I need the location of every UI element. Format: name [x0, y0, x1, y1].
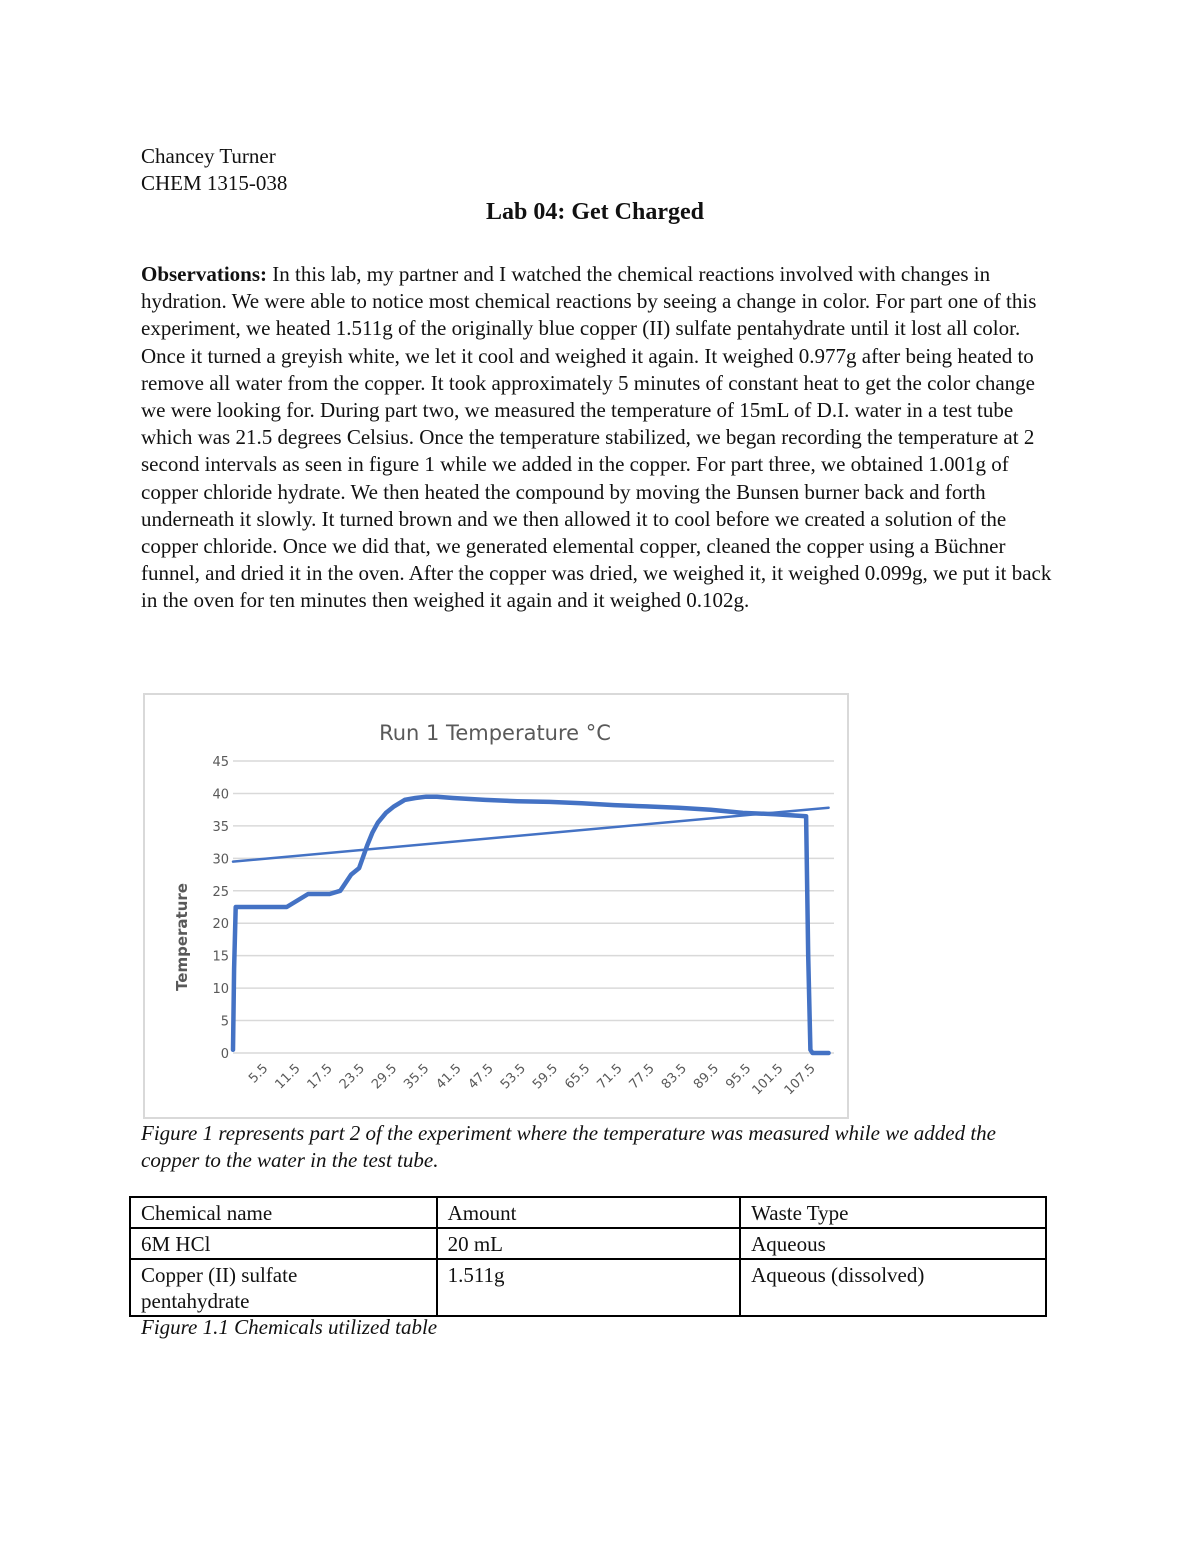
y-tick-label: 40 — [212, 787, 229, 803]
chemicals-table — [129, 1196, 1047, 1317]
x-tick-label: 89.5 — [691, 1061, 723, 1093]
figure-caption: Figure 1 represents part 2 of the experiment where the temperature was measured while we added the copper to the water in the test tube. — [141, 1121, 997, 1172]
table-header-cell: Amount — [437, 1197, 741, 1228]
table-header-row — [130, 1197, 1046, 1228]
y-axis-ticks — [212, 755, 229, 1062]
y-tick-label: 45 — [212, 755, 229, 770]
chart-svg — [145, 695, 847, 1117]
chart-title: Run 1 Temperature °C — [379, 721, 611, 745]
x-tick-label: 47.5 — [465, 1061, 497, 1093]
y-tick-label: 10 — [212, 982, 229, 998]
table-row — [130, 1228, 1046, 1259]
page-title: Lab 04: Get Charged — [486, 199, 704, 225]
y-tick-label: 20 — [212, 917, 229, 933]
table-cell: 1.511g — [437, 1259, 741, 1316]
x-tick-label: 95.5 — [723, 1061, 755, 1093]
x-tick-label: 53.5 — [497, 1061, 529, 1093]
x-tick-label: 101.5 — [749, 1061, 787, 1099]
y-tick-label: 30 — [212, 852, 229, 868]
x-tick-label: 107.5 — [781, 1061, 819, 1099]
x-tick-label: 17.5 — [304, 1061, 336, 1093]
trendline — [233, 808, 829, 862]
table-header-cell: Chemical name — [130, 1197, 437, 1228]
y-axis-label: Temperature — [173, 883, 191, 991]
table-cell: Aqueous — [740, 1228, 1046, 1259]
x-tick-label: 29.5 — [369, 1061, 401, 1093]
x-tick-label: 83.5 — [658, 1061, 690, 1093]
x-tick-label: 59.5 — [530, 1061, 562, 1093]
chart-series — [233, 797, 829, 1053]
y-tick-label: 25 — [212, 884, 229, 900]
table-header-cell: Waste Type — [740, 1197, 1046, 1228]
y-tick-label: 35 — [212, 819, 229, 835]
x-axis-ticks — [246, 1061, 819, 1098]
course-code: CHEM 1315-038 — [141, 171, 288, 195]
table-cell: Aqueous (dissolved) — [740, 1259, 1046, 1316]
author-name: Chancey Turner — [141, 144, 276, 168]
x-tick-label: 41.5 — [433, 1061, 465, 1093]
y-tick-label: 0 — [220, 1047, 229, 1062]
x-tick-label: 77.5 — [626, 1061, 658, 1093]
y-tick-label: 5 — [220, 1014, 229, 1030]
observations-paragraph — [141, 261, 1056, 615]
table-row — [130, 1259, 1046, 1316]
y-tick-label: 15 — [212, 949, 229, 965]
x-tick-label: 5.5 — [246, 1061, 272, 1087]
table-cell: 6M HCl — [130, 1228, 437, 1259]
x-tick-label: 71.5 — [594, 1061, 626, 1093]
chart-gridlines — [233, 761, 834, 1053]
x-tick-label: 11.5 — [272, 1061, 304, 1093]
table-caption: Figure 1.1 Chemicals utilized table — [141, 1315, 438, 1339]
observations-text: In this lab, my partner and I watched the chemical reactions involved with changes in hydration. We were able to notice most chemical reactions by seeing a change in color. For part one of this experiment, we heated 1.511g of the originally blue copper (II) sulfate pentahydrate until it lost all color. Once it turned a greyish white, we let it cool and weighed it again. It weighed 0.977g after being heated to remove all water from the copper. It took approximately 5 minutes of constant heat to get the color change we were looking for. During part two, we measured the temperature of 15mL of D.I. water in a test tube which was 21.5 degrees Celsius. Once the temperature stabilized, we began recording the temperature at 2 second intervals as seen in figure 1 while we added in the copper. For part three, we obtained 1.001g of copper chloride hydrate. We then heated the compound by moving the Bunsen burner back and forth underneath it slowly. It turned brown and we then allowed it to cool before we created a solution of the copper chloride. Once we did that, we generated elemental copper, cleaned the copper using a Büchner funnel, and dried it in the oven. After the copper was dried, we weighed it, it weighed 0.099g, we put it back in the oven for ten minutes then weighed it again and it weighed 0.102g. — [141, 262, 1052, 613]
x-tick-label: 35.5 — [401, 1061, 433, 1093]
table-cell: Copper (II) sulfate pentahydrate — [130, 1259, 437, 1316]
x-tick-label: 65.5 — [562, 1061, 594, 1093]
observations-label: Observations: — [141, 262, 267, 286]
temperature-chart — [143, 693, 849, 1119]
x-tick-label: 23.5 — [336, 1061, 368, 1093]
table-cell: 20 mL — [437, 1228, 741, 1259]
